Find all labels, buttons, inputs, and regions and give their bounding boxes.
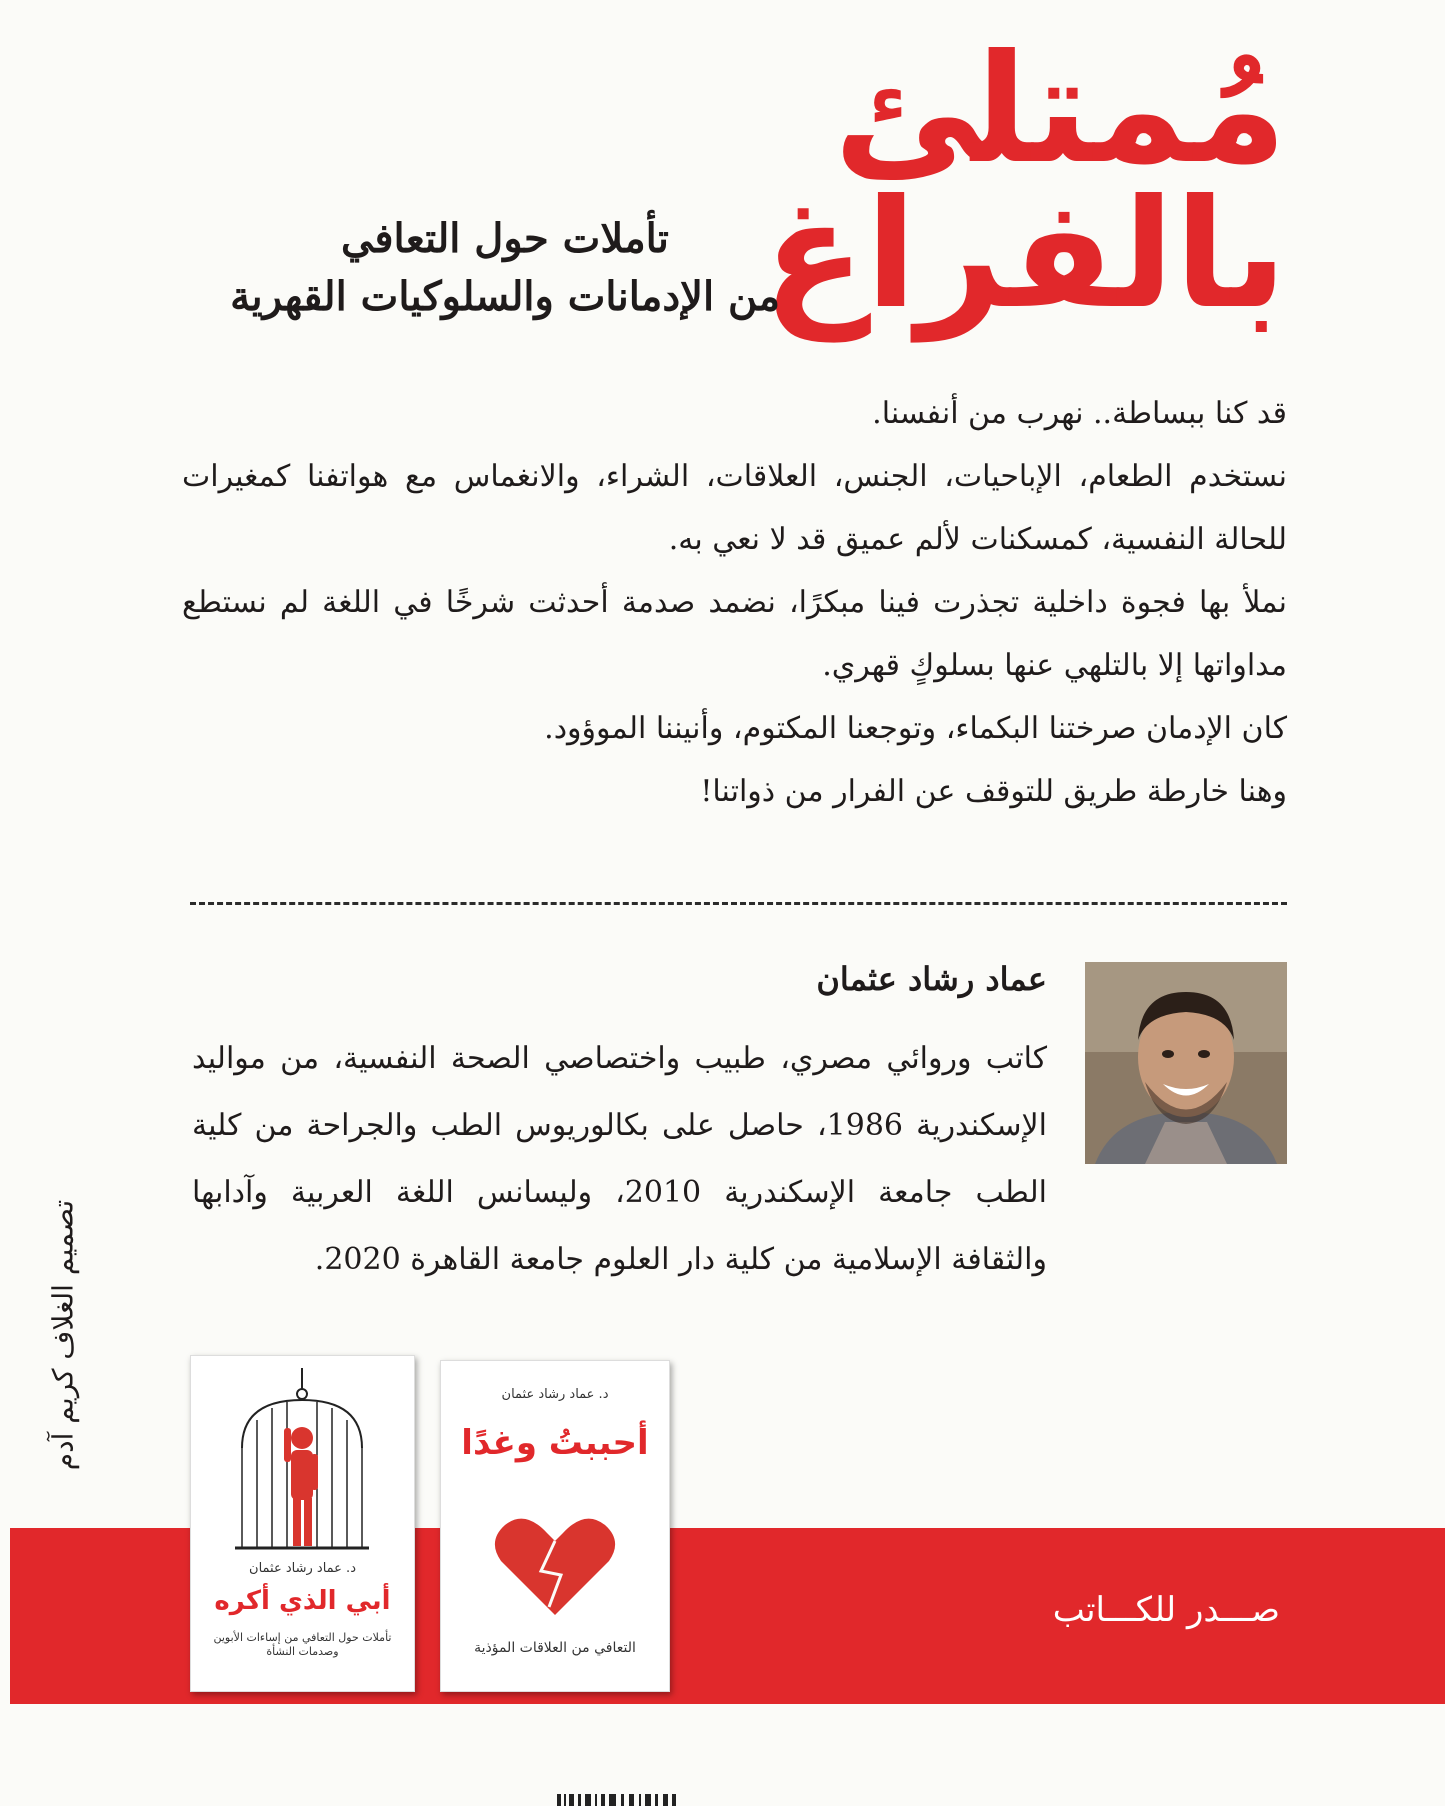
broken-heart-icon [491,1511,619,1621]
subtitle-line2: من الإدمانات والسلوكيات القهرية [230,273,780,320]
book-author: د. عماد رشاد عثمان [501,1387,609,1402]
author-bio: كاتب وروائي مصري، طبيب واختصاصي الصحة النفسية، من مواليد الإسكندرية 1986، حاصل على بكالوريوس الطب والجراحة من كلية الطب جامعة الإسكندرية 2010، وليسانس اللغة العربية وآدابها والثقافة الإسلامية من كلية دار العلوم جامعة القاهرة 2020. [192,1041,1048,1277]
blurb-paragraph: قد كنا ببساطة.. نهرب من أنفسنا. [872,396,1287,431]
published-by-author-label: صـــدر للكـــاتب [1052,1590,1280,1630]
barcode-icon [555,1792,685,1806]
book-title-line1: مُمتلئ [833,23,1287,197]
book-title: أحببتُ وغدًا [461,1423,649,1463]
blurb-paragraph: وهنا خارطة طريق للتوقف عن الفرار من ذواتنا! [700,774,1287,809]
book-subtitle: تأملات حول التعافي من إساءات الأبوين وصدمات النشأة [213,1631,392,1658]
author-name: عماد رشاد عثمان [816,960,1047,998]
dashed-divider [190,902,1287,905]
cover-designer-credit [18,1135,108,1535]
blurb-text [182,382,1287,823]
book-title: أبي الذي أكره [214,1586,391,1616]
blurb-paragraph: نملأ بها فجوة داخلية تجذرت فينا مبكرًا، نضمد صدمة أحدثت شرخًا في اللغة لم نستطع مداواتها إلا بالتلهي عنها بسلوكٍ قهري. [182,585,1287,683]
book-author: د. عماد رشاد عثمان [249,1561,356,1576]
subtitle-line1: تأملات حول التعافي [341,215,669,262]
book-cover-abi-aladhi-akrah [190,1355,415,1692]
book-subtitle: التعافي من العلاقات المؤذية [474,1640,636,1656]
designer-credit-text: تصميم الغلاف كريم آدم [46,1199,80,1471]
blurb-paragraph: كان الإدمان صرختنا البكماء، وتوجعنا المكتوم، وأنيننا الموؤود. [544,711,1287,746]
birdcage-icon [227,1368,377,1558]
book-cover-ahbabtu-waghdan [440,1360,670,1692]
book-subtitle [225,210,785,326]
author-photo [1085,962,1287,1164]
book-title-line2: بالفراغ [762,168,1287,342]
blurb-paragraph: نستخدم الطعام، الإباحيات، الجنس، العلاقات، الشراء، والانغماس مع هواتفنا كمغيرات للحالة النفسية، كمسكنات لألم عميق قد لا نعي به. [182,459,1287,557]
